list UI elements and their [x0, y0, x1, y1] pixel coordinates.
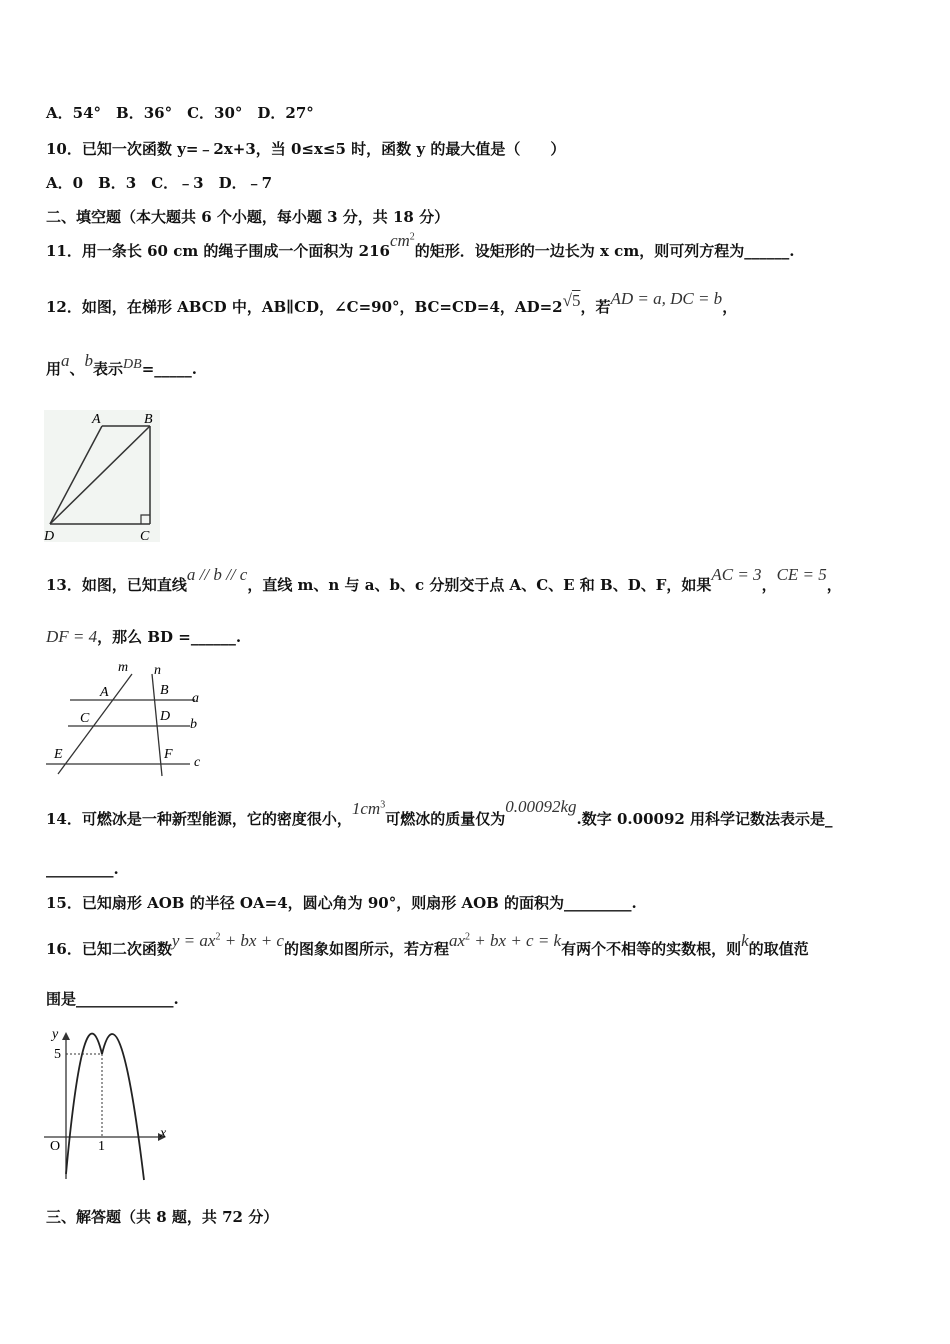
label-a: A: [92, 412, 101, 427]
q14-mass: 0.00092kg: [505, 797, 577, 816]
q12-part1: 12．如图，在梯形 ABCD 中，AB∥CD，∠C=90°，BC=CD=4，AD=2: [46, 298, 563, 316]
label-five: 5: [54, 1047, 61, 1062]
section-2-heading: 二、填空题（本大题共 6 个小题，每小题 3 分，共 18 分）: [46, 208, 450, 226]
q14: 14．可燃冰是一种新型能源，它的密度很小，$1cm^3$可燃冰的质量仅为0.00092kg.数字 0.00092 用科学记数法表示是_: [46, 797, 833, 828]
q13: 13．如图，已知直线a // b // c，直线 m、n 与 a、b、c 分别交于点 A、C、E 和 B、D、F，如果AC = 3，CE = 5，: [46, 565, 842, 594]
label-m: m: [118, 660, 129, 675]
section-3-heading: 三、解答题（共 8 题，共 72 分）: [46, 1208, 279, 1226]
label-line-c: c: [194, 755, 201, 770]
label-b: B: [144, 412, 153, 427]
label-line-b: b: [190, 717, 197, 732]
figure-background: [44, 410, 160, 542]
label-c-point: C: [80, 711, 90, 726]
q16-line2: 围是_____________.: [46, 990, 179, 1008]
q14-line2: _________.: [46, 860, 119, 878]
q9-options: A．54° B．36° C．30° D．27°: [46, 104, 314, 122]
y-axis-arrow: [62, 1032, 70, 1040]
parallel-lines-figure: [40, 658, 220, 778]
q15: 15．已知扇形 AOB 的半径 OA=4，圆心角为 90°，则扇形 AOB 的面积为_________.: [46, 894, 637, 912]
q11-part1: 11．用一条长 60 cm 的绳子围成一个面积为 216: [46, 242, 390, 260]
line-m: [58, 674, 132, 774]
q11: [46, 231, 795, 261]
q16: 16．已知二次函数$y = ax^2$ + bx + c的图象如图所示，若方程$ax^2$ + bx + c = k有两个不相等的实数根，则k的取值范: [46, 931, 809, 958]
label-b-point: B: [160, 683, 169, 698]
q12-line2: 用a、b表示DB=_____.: [46, 351, 198, 378]
q16-function: $y = ax^2$ + bx + c: [171, 931, 284, 950]
label-one: 1: [98, 1139, 105, 1154]
label-e-point: E: [54, 747, 63, 762]
label-y: y: [52, 1027, 59, 1042]
parabola-curve: [66, 1034, 144, 1180]
trapezoid-figure: [40, 406, 165, 546]
label-d-point: D: [160, 709, 171, 724]
label-a-point: A: [100, 685, 109, 700]
q11-unit: $cm^2$: [389, 231, 415, 250]
q11-part2: 的矩形．设矩形的一边长为 x cm，则可列方程为______.: [414, 242, 795, 260]
label-f-point: F: [164, 747, 173, 762]
q12-math-vectors: AD = a, DC = b: [610, 289, 723, 308]
label-d: D: [44, 529, 55, 544]
parabola-figure: [40, 1024, 175, 1184]
q13-line2: DF = 4，那么 BD =______.: [46, 627, 242, 646]
q16-equation: $ax^2$ + bx + c = k: [449, 931, 562, 950]
label-origin: O: [50, 1139, 61, 1154]
q10-options: A．0 B．3 C．﹣3 D．﹣7: [46, 174, 273, 192]
q10-stem: 10．已知一次函数 y=﹣2x+3，当 0≤x≤5 时，函数 y 的最大值是（ ）: [46, 140, 566, 158]
label-c: C: [140, 529, 150, 544]
q12-part2: ，若: [580, 298, 611, 316]
q12: 12．如图，在梯形 ABCD 中，AB∥CD，∠C=90°，BC=CD=4，AD=2√5，若AD = a, DC = b，: [46, 289, 738, 316]
q14-volume: $1cm^3$: [351, 799, 386, 818]
label-x: x: [160, 1126, 167, 1141]
label-line-a: a: [192, 691, 199, 706]
label-n: n: [154, 663, 161, 678]
q13-parallel: a // b // c: [186, 565, 248, 584]
q12-sqrt: √5: [562, 291, 581, 310]
